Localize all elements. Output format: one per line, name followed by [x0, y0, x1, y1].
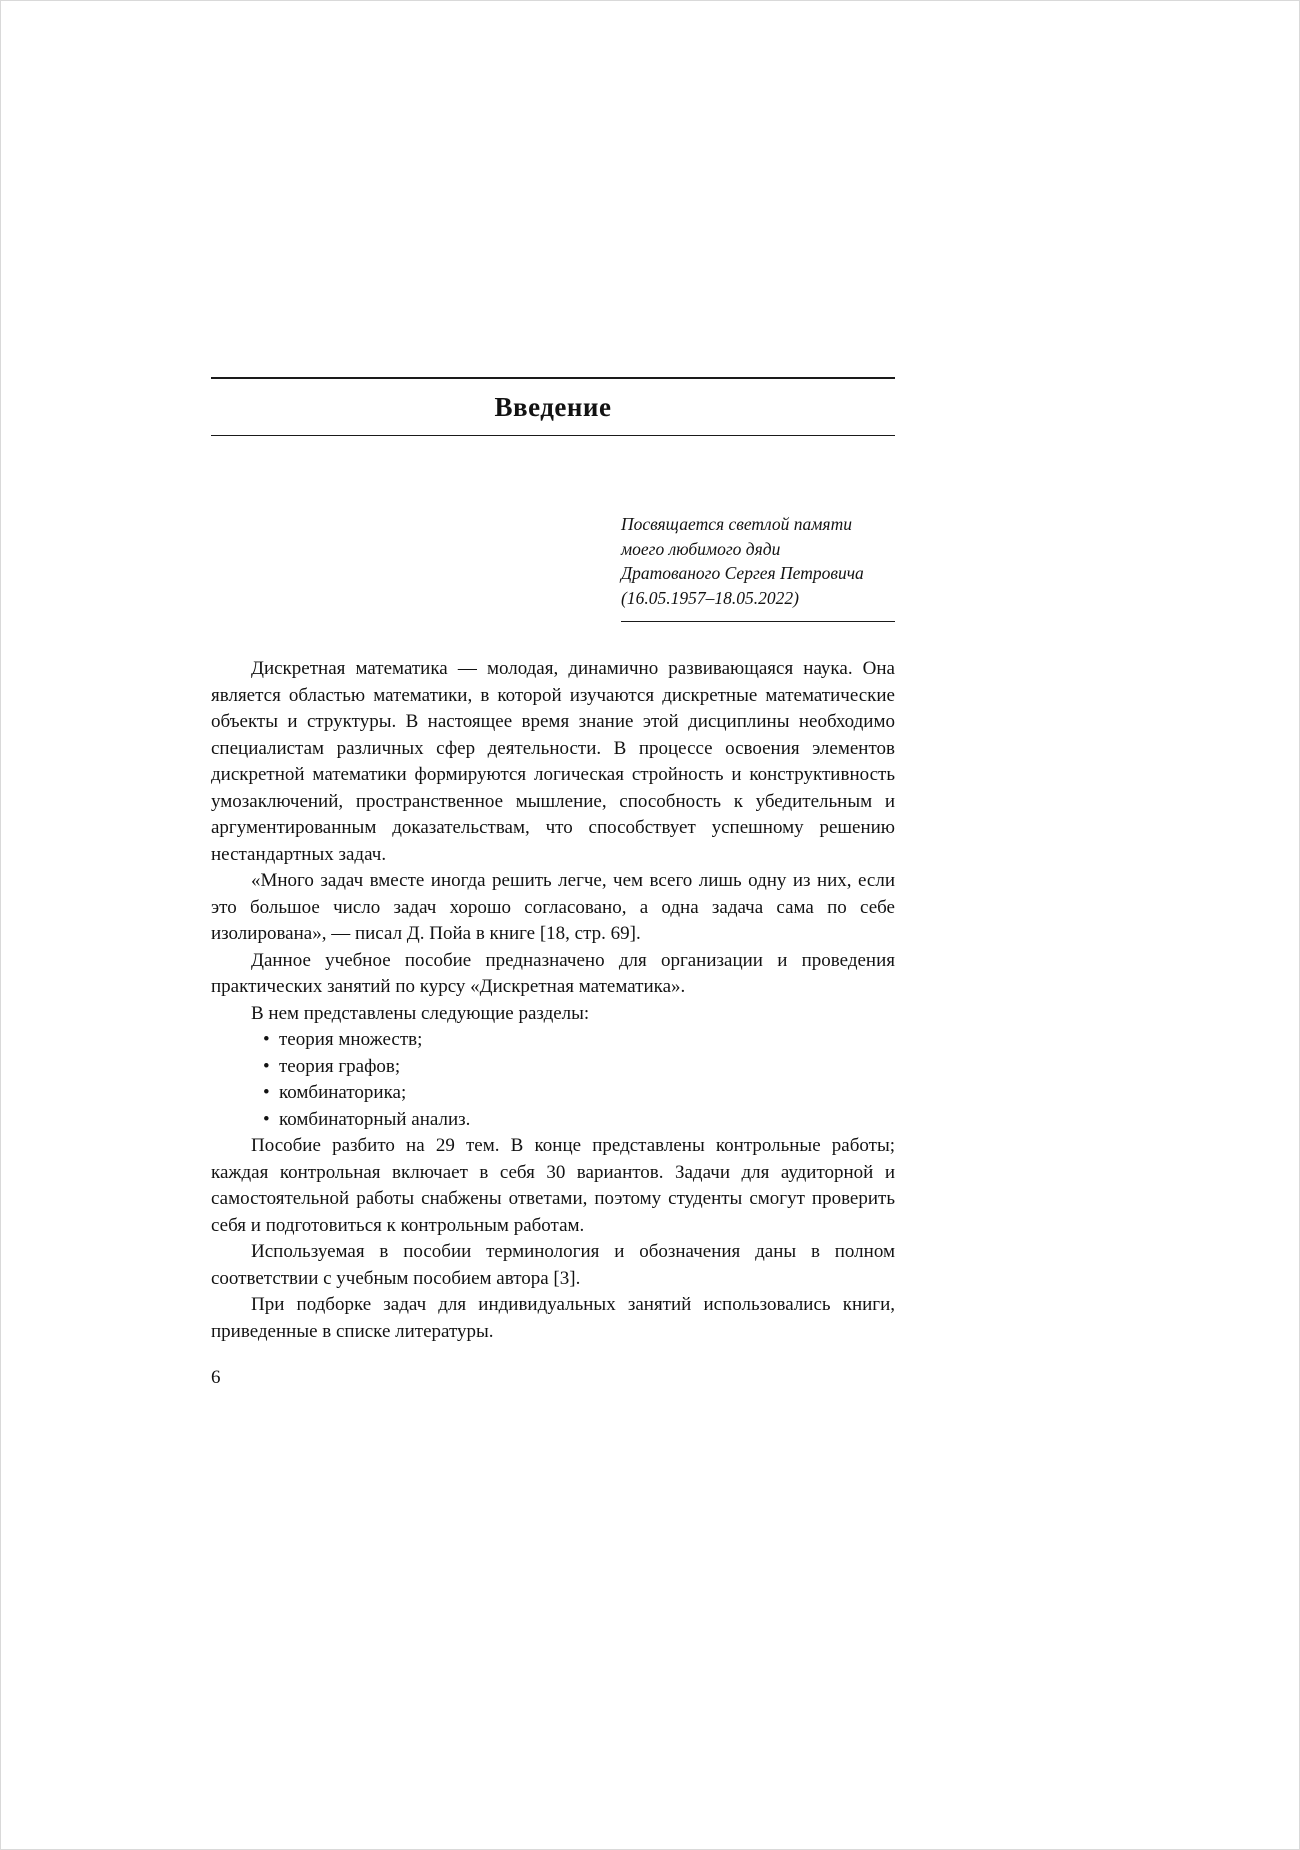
- paragraph: Пособие разбито на 29 тем. В конце представлены контрольные работы; каждая контрольная включает в себя 30 вариантов. Задачи для аудиторной и самостоятельной работы снабжены ответами, поэтому студенты смогут проверить себя и подготовиться к контрольным работам.: [211, 1135, 895, 1236]
- dedication-line: моего любимого дяди: [621, 538, 781, 559]
- list-item: • комбинаторный анализ.: [211, 1107, 895, 1134]
- list-item: • теория множеств;: [211, 1027, 895, 1054]
- dedication: [621, 512, 895, 622]
- paragraph: Данное учебное пособие предназначено для организации и проведения практических занятий по курсу «Дискретная математика».: [211, 949, 895, 997]
- introduction-body: [211, 656, 895, 1345]
- sections-list: [211, 1027, 895, 1133]
- page-number: 6: [211, 1367, 221, 1388]
- dedication-line: Дратованого Сергея Петровича: [621, 563, 864, 583]
- list-item: • теория графов;: [211, 1054, 895, 1081]
- paragraph: «Много задач вместе иногда решить легче, чем всего лишь одну из них, если это большое число задач хорошо согласовано, а одна задача сама по себе изолирована», — писал Д. Пойа в книге [18, стр. 69].: [211, 870, 895, 944]
- list-item: • комбинаторика;: [211, 1080, 895, 1107]
- paragraph: При подборке задач для индивидуальных занятий использовались книги, приведенные в списке литературы.: [211, 1294, 895, 1342]
- chapter-heading: [211, 377, 895, 436]
- paragraph: Используемая в пособии терминология и обозначения даны в полном соответствии с учебным пособием автора [3].: [211, 1241, 895, 1289]
- dedication-line: Посвящается светлой памяти: [621, 514, 852, 534]
- dedication-line: (16.05.1957–18.05.2022): [621, 587, 799, 608]
- page-title: Введение: [494, 392, 612, 422]
- paragraph: В нем представлены следующие разделы:: [251, 1002, 590, 1024]
- text-column: [211, 377, 895, 1345]
- paragraph: Дискретная математика — молодая, динамично развивающаяся наука. Она является областью математики, в которой изучаются дискретные математические объекты и структуры. В настоящее время знание этой дисциплины необходимо специалистам различных сфер деятельности. В процессе освоения элементов дискретной математики формируются логическая стройность и конструктивность умозаключений, пространственное мышление, способность к убедительным и аргументированным доказательствам, что способствует успешному решению нестандартных задач.: [211, 658, 895, 865]
